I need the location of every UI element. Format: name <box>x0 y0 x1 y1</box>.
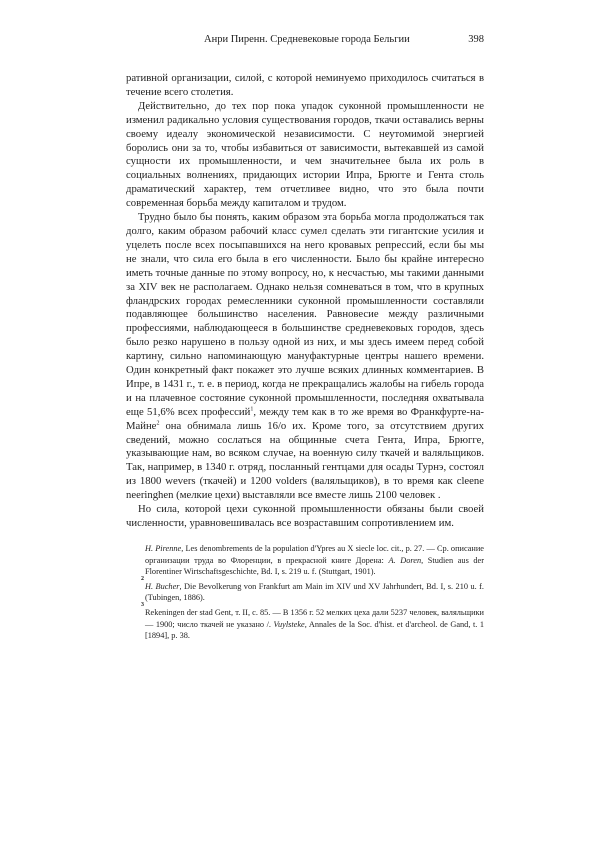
footnote-2-text: , Die Bevolkerung von Frankfurt am Main im XIV und XV Jahrhundert, Bd. I, s. 210 u. f. (Tubingen, 1886). <box>145 581 484 603</box>
footnote-2-mark: 2 <box>141 575 144 582</box>
paragraph-4: Но сила, которой цехи суконной промышленности обязаны были своей численности, уравновешивалась все возраставшим сопротивлением им. <box>126 503 484 529</box>
footnote-2-author: H. Bucher <box>145 581 180 591</box>
main-text <box>126 72 484 531</box>
footnote-3-author: Vuylsteke <box>273 619 305 629</box>
footnote-2 <box>141 575 484 604</box>
footnote-1-text-2: , Studien aus der Florentiner Wirtschaftsgeschichte, Bd. I, s. 219 u. f. (Stuttgart, 1901). <box>145 555 484 577</box>
footnote-3-mark: 3 <box>141 601 144 608</box>
footnotes <box>141 543 485 645</box>
footnote-3-text-2: , Annales de la Soc. d'hist. et d'archeol. de Gand, t. 1 [1894], p. 38. <box>145 619 485 641</box>
paragraph-3-part-b: , между тем как в то же время во Франкфурте-на-Майне <box>126 405 484 432</box>
footnote-ref-2[interactable]: 2 <box>156 420 160 427</box>
paragraph-3 <box>126 211 484 503</box>
paragraph-3-part-a: Трудно было бы понять, каким образом эта борьба могла продолжаться так долго, каким образом рабочий класс сумел сделать эти гигантские усилия и уцелеть после всех посыпавшихся на него кровавых репрессий, если бы мы не знали, что сила его была в его численности. Было бы крайне интересно иметь точные данные по этому вопросу, но, к несчастью, мы такими данными за XIV век не располагаем. Однако нельзя сомневаться в том, что в крупных фландрских городах ремесленники суконной промышленности составляли подавляющее большинство населения. Равновесие между различными профессиями, наблюдающееся в большинстве средневековых городов, здесь было резко нарушено в пользу одной из них, и мы здесь имеем перед собой картину, сильно напоминающую мануфактурные центры нашего времени. Один конкретный факт покажет это лучше всяких длинных комментариев. В Ипре, в 1431 г., т. е. в период, когда не прекращались жалобы на гибель города и на плачевное состояние суконной промышленности, последняя охватывала еще 51,6% всех профессий <box>126 211 484 418</box>
footnote-1-author: H. Pirenne <box>145 544 182 553</box>
paragraph-2: Действительно, до тех пор пока упадок суконной промышленности не изменил радикально условия существования городов, ткачи оставались верны своему идеалу экономической независимости. С неутомимой энергией боролись они за то, чтобы избавиться от зависимости, вытекавшей из самой сущности их промышленности, и чем значительнее была их роль в социальных волнениях, придающих истории Ипра, Брюгге и Гента столь драматический характер, тем отчетливее видно, что это была почти современная борьба между капиталом и трудом. <box>126 99 484 210</box>
page-number: 398 <box>468 34 484 45</box>
footnote-1-author-2: A. Doren <box>388 555 422 565</box>
paragraph-1: ративной организации, силой, с которой неминуемо приходилось считаться в течение всего столетия. <box>126 72 484 98</box>
footnote-1-text: , Les denombrements de la population d'Ypres au X siecle loc. cit., p. 27. — Ср. описание организации труда во Флоренции, в прекрасной книге Дорена: <box>145 544 484 565</box>
footnote-ref-1[interactable]: 1 <box>250 406 254 413</box>
running-title: Анри Пиренн. Средневековые города Бельгии <box>204 34 410 45</box>
running-header <box>126 34 484 48</box>
footnote-3 <box>141 601 485 642</box>
footnote-1 <box>145 543 484 578</box>
paragraph-3-part-c: она обнимала лишь 16/о их. Кроме того, за отсутствием других сведений, можно сослаться на общинные счета Гента, Ипра, Брюгге, указывающие нам, во всяком случае, на военную силу ткачей и валяльщиков. Так, например, в 1340 г. отряд, посланный гентцами для осады Турнэ, состоял из 1800 wevers (ткачей) и 1200 volders (валяльщиков), в то время как cleene neeringhen (мелкие цехи) выставляли все вместе лишь 2100 человек . <box>126 419 484 502</box>
footnote-3-text: Rekeningen der stad Gent, т. II, с. 85. — В 1356 г. 52 мелких цеха дали 5237 человек, валяльщики — 1900; число ткачей не указано /. <box>145 607 484 629</box>
